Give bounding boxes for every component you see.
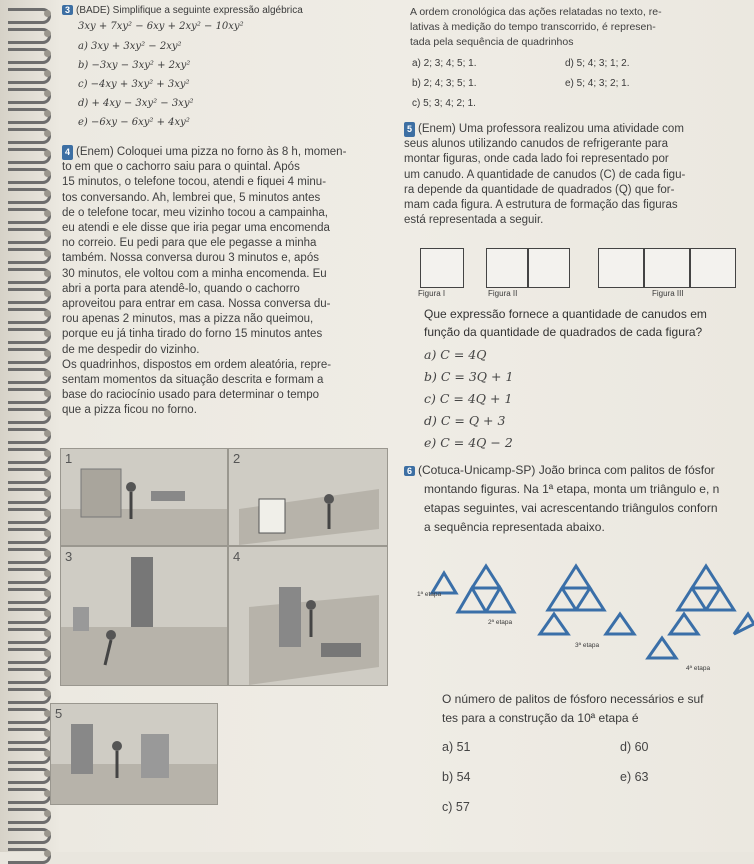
q6-prompt-line-2: tes para a construção da 10ª etapa é: [442, 711, 639, 725]
q6-line-3: etapas seguintes, vai acrescentando triângulos conforn: [424, 501, 718, 515]
q6-line-4: a sequência representada abaixo.: [424, 520, 605, 534]
binding-hole: [44, 430, 51, 437]
figure-3-label: Figura III: [652, 289, 684, 298]
binding-hole: [44, 490, 51, 497]
panel-number: 2: [233, 451, 241, 466]
q3-option-c[interactable]: c) −4xy + 3xy² + 3xy²: [78, 79, 190, 90]
line-text: está representada a seguir.: [404, 214, 544, 227]
q5-option-e[interactable]: e) C = 4Q − 2: [424, 435, 513, 450]
binding-hole: [44, 390, 51, 397]
paragraph-line: [410, 20, 754, 35]
line-text: 30 minutos, ele voltou com a minha encomenda. Eu: [62, 267, 327, 280]
binding-hole: [44, 50, 51, 57]
paragraph-line: [62, 206, 400, 221]
binding-hole: [44, 190, 51, 197]
line-text: de o telefone tocar, meu vizinho tocou a campainha,: [62, 206, 328, 219]
paragraph-line: [410, 5, 754, 20]
paragraph-line: [62, 373, 400, 388]
binding-hole: [44, 290, 51, 297]
q5-option-a[interactable]: a) C = 4Q: [424, 347, 487, 362]
line-text: to em que o cachorro saiu para o quintal. Após: [62, 161, 300, 174]
line-text: lativas à medição do tempo transcorrido, é represen-: [410, 21, 656, 33]
paragraph-line: [62, 297, 400, 312]
q4-option-b[interactable]: b) 2; 4; 3; 5; 1.: [412, 78, 477, 89]
paragraph-line: [62, 388, 400, 403]
binding-hole: [44, 510, 51, 517]
binding-hole: [44, 610, 51, 617]
q4-option-e[interactable]: e) 5; 4; 3; 2; 1.: [565, 78, 630, 89]
q4-question-text: [410, 5, 754, 50]
paragraph-line: [410, 35, 754, 50]
figure-3-square-b: [644, 248, 690, 288]
paragraph-line: [62, 221, 400, 236]
paragraph-line: [62, 175, 400, 190]
paragraph-line: [62, 191, 400, 206]
stage-3-label: 3ª etapa: [575, 642, 600, 649]
binding-hole: [44, 250, 51, 257]
line-text: que a pizza ficou no forno.: [62, 404, 197, 417]
panel-number: 5: [55, 706, 63, 721]
binding-hole: [44, 630, 51, 637]
paragraph-line: [404, 183, 754, 198]
paragraph-line: [62, 160, 400, 175]
binding-hole: [44, 10, 51, 17]
figure-1-square: [420, 248, 464, 288]
figure-2-square-a: [486, 248, 528, 288]
q6-line-1: [404, 463, 715, 477]
line-text: tos conversando. Ah, lembrei que, 5 minutos antes: [62, 191, 321, 204]
binding-hole: [44, 470, 51, 477]
q6-line-2: montando figuras. Na 1ª etapa, monta um triângulo e, n: [424, 482, 720, 496]
q5-option-c[interactable]: c) C = 4Q + 1: [424, 391, 513, 406]
line-text: Os quadrinhos, dispostos em ordem aleatória, repre-: [62, 358, 332, 371]
binding-hole: [44, 30, 51, 37]
paragraph-line: [404, 213, 754, 228]
binding-hole: [44, 150, 51, 157]
paragraph-line: [62, 312, 400, 327]
binding-hole: [44, 670, 51, 677]
binding-hole: [44, 810, 51, 817]
binding-hole: [44, 550, 51, 557]
line-text: 15 minutos, o telefone tocou, atendi e fiquei 4 minu-: [62, 176, 327, 189]
question-number: 5: [404, 122, 415, 137]
oven-scene-illustration: [61, 449, 227, 545]
q4-paragraph: [62, 145, 400, 419]
binding-hole: [44, 270, 51, 277]
q3-stem: (BADE) Simplifique a seguinte expressão algébrica: [76, 5, 303, 16]
figure-3-square-a: [598, 248, 644, 288]
q5-option-d[interactable]: d) C = Q + 3: [424, 413, 506, 428]
paragraph-line: [62, 251, 400, 266]
line-text: A ordem cronológica das ações relatadas no texto, re-: [410, 6, 662, 18]
binding-hole: [44, 530, 51, 537]
q3-number: 3: [62, 5, 73, 15]
q6-option-b[interactable]: b) 54: [442, 770, 471, 784]
line-text: seus alunos utilizando canudos de refrigerante para: [404, 138, 669, 151]
binding-hole: [44, 450, 51, 457]
binding-hole: [44, 110, 51, 117]
q6-prompt-line-1: O número de palitos de fósforo necessários e suf: [442, 692, 704, 706]
line-text: tada pela sequência de quadrinhos: [410, 36, 574, 48]
q3-option-b[interactable]: b) −3xy − 3xy² + 2xy²: [78, 60, 191, 71]
q5-prompt-line-2: função da quantidade de quadrados de cada figura?: [424, 325, 703, 339]
paragraph-line: [62, 267, 400, 282]
line-text: também. Nossa conversa durou 3 minutos e, após: [62, 252, 319, 265]
paragraph-line: [404, 152, 754, 167]
q5-prompt-line-1: Que expressão fornece a quantidade de canudos em: [424, 307, 707, 321]
comic-panel-5: [50, 703, 218, 805]
q5-paragraph: [404, 122, 754, 228]
q6-option-a[interactable]: a) 51: [442, 740, 471, 754]
q3-option-a[interactable]: a) 3xy + 3xy² − 2xy²: [78, 41, 182, 52]
binding-hole: [44, 410, 51, 417]
binding-hole: [44, 830, 51, 837]
paragraph-line: [404, 198, 754, 213]
paragraph-line: [404, 137, 754, 152]
binding-hole: [44, 170, 51, 177]
binding-hole: [44, 570, 51, 577]
binding-hole: [44, 70, 51, 77]
line-text: porque eu já tinha tirado do forno 15 minutos antes: [62, 328, 323, 341]
paragraph-line: [62, 403, 400, 418]
question-number: 4: [62, 145, 73, 160]
panel-number: 1: [65, 451, 73, 466]
line-text: aproveitou para entrar em casa. Nossa conversa du-: [62, 298, 331, 311]
line-text: rou apenas 2 minutos, mas a pizza não queimou,: [62, 313, 314, 326]
panel-number: 3: [65, 549, 73, 564]
figure-2-label: Figura II: [488, 289, 518, 298]
q5-option-b[interactable]: b) C = 3Q + 1: [424, 369, 514, 384]
binding-hole: [44, 310, 51, 317]
paragraph-line: [62, 236, 400, 251]
binding-hole: [44, 590, 51, 597]
q3-expression: 3xy + 7xy² − 6xy + 2xy² − 10xy²: [78, 21, 244, 32]
q6-option-d[interactable]: d) 60: [620, 740, 649, 754]
q4-option-d[interactable]: d) 5; 4; 3; 1; 2.: [565, 58, 630, 69]
stage-1-label: 1ª etapa: [417, 591, 442, 598]
line-text: (Enem) Coloquei uma pizza no forno às 8 h, momen-: [76, 146, 347, 158]
q4-option-a[interactable]: a) 2; 3; 4; 5; 1.: [412, 58, 477, 69]
q3-option-e[interactable]: e) −6xy − 6xy² + 4xy²: [78, 117, 190, 128]
q3-option-d[interactable]: d) + 4xy − 3xy² − 3xy²: [78, 98, 194, 109]
binding-hole: [44, 130, 51, 137]
paragraph-line: [62, 145, 400, 160]
paragraph-line: [62, 282, 400, 297]
binding-hole: [44, 350, 51, 357]
q6-option-c[interactable]: c) 57: [442, 800, 470, 814]
paragraph-line: [404, 168, 754, 183]
q6-number: 6: [404, 466, 415, 476]
binding-hole: [44, 90, 51, 97]
binding-hole: [44, 210, 51, 217]
binding-hole: [44, 230, 51, 237]
line-text: montar figuras, onde cada lado foi representado por: [404, 153, 669, 166]
q4-option-c[interactable]: c) 5; 3; 4; 2; 1.: [412, 98, 476, 109]
pizza-scene-illustration: [51, 704, 217, 804]
comic-panel-2: [228, 448, 388, 546]
binding-hole: [44, 850, 51, 857]
binding-hole: [44, 650, 51, 657]
paragraph-line: [62, 358, 400, 373]
phone-scene-illustration: [229, 449, 387, 545]
stage-2-label: 2ª etapa: [488, 619, 513, 626]
binding-hole: [44, 330, 51, 337]
figure-3-square-c: [690, 248, 736, 288]
line-text: ra depende da quantidade de quadrados (Q) que for-: [404, 183, 675, 196]
line-text: no correio. Eu pedi para que ele pegasse a minha: [62, 237, 317, 250]
line-text: eu atendi e ele disse que iria pegar uma encomenda: [62, 222, 330, 235]
q6-option-e[interactable]: e) 63: [620, 770, 649, 784]
stage-4-label: 4ª etapa: [686, 665, 711, 672]
line-text: abri a porta para atendê-lo, quando o cachorro: [62, 282, 300, 295]
comic-panel-3: [60, 546, 228, 686]
line-text: de me despedir do vizinho.: [62, 343, 200, 356]
neighbor-scene-illustration: [229, 547, 387, 685]
line-text: um canudo. A quantidade de canudos (C) de cada figu-: [404, 168, 686, 181]
door-scene-illustration: [61, 547, 227, 685]
line-text: sentam momentos da situação descrita e formam a: [62, 374, 324, 387]
figure-1-label: Figura I: [418, 289, 446, 298]
comic-panel-4: [228, 546, 388, 686]
paragraph-line: [404, 122, 754, 137]
line-text: mam cada figura. A estrutura de formação das figuras: [404, 199, 678, 212]
binding-hole: [44, 370, 51, 377]
line-text: base do raciocínio usado para determinar o tempo: [62, 389, 319, 402]
panel-number: 4: [233, 549, 241, 564]
binding-hole: [44, 690, 51, 697]
line-text: (Enem) Uma professora realizou uma atividade com: [418, 123, 684, 135]
paragraph-line: [62, 327, 400, 342]
q3-header: [62, 5, 303, 16]
paragraph-line: [62, 343, 400, 358]
comic-panel-1: [60, 448, 228, 546]
figure-2-square-b: [528, 248, 570, 288]
q6-text-1: (Cotuca-Unicamp-SP) João brinca com palitos de fósfor: [418, 463, 715, 477]
